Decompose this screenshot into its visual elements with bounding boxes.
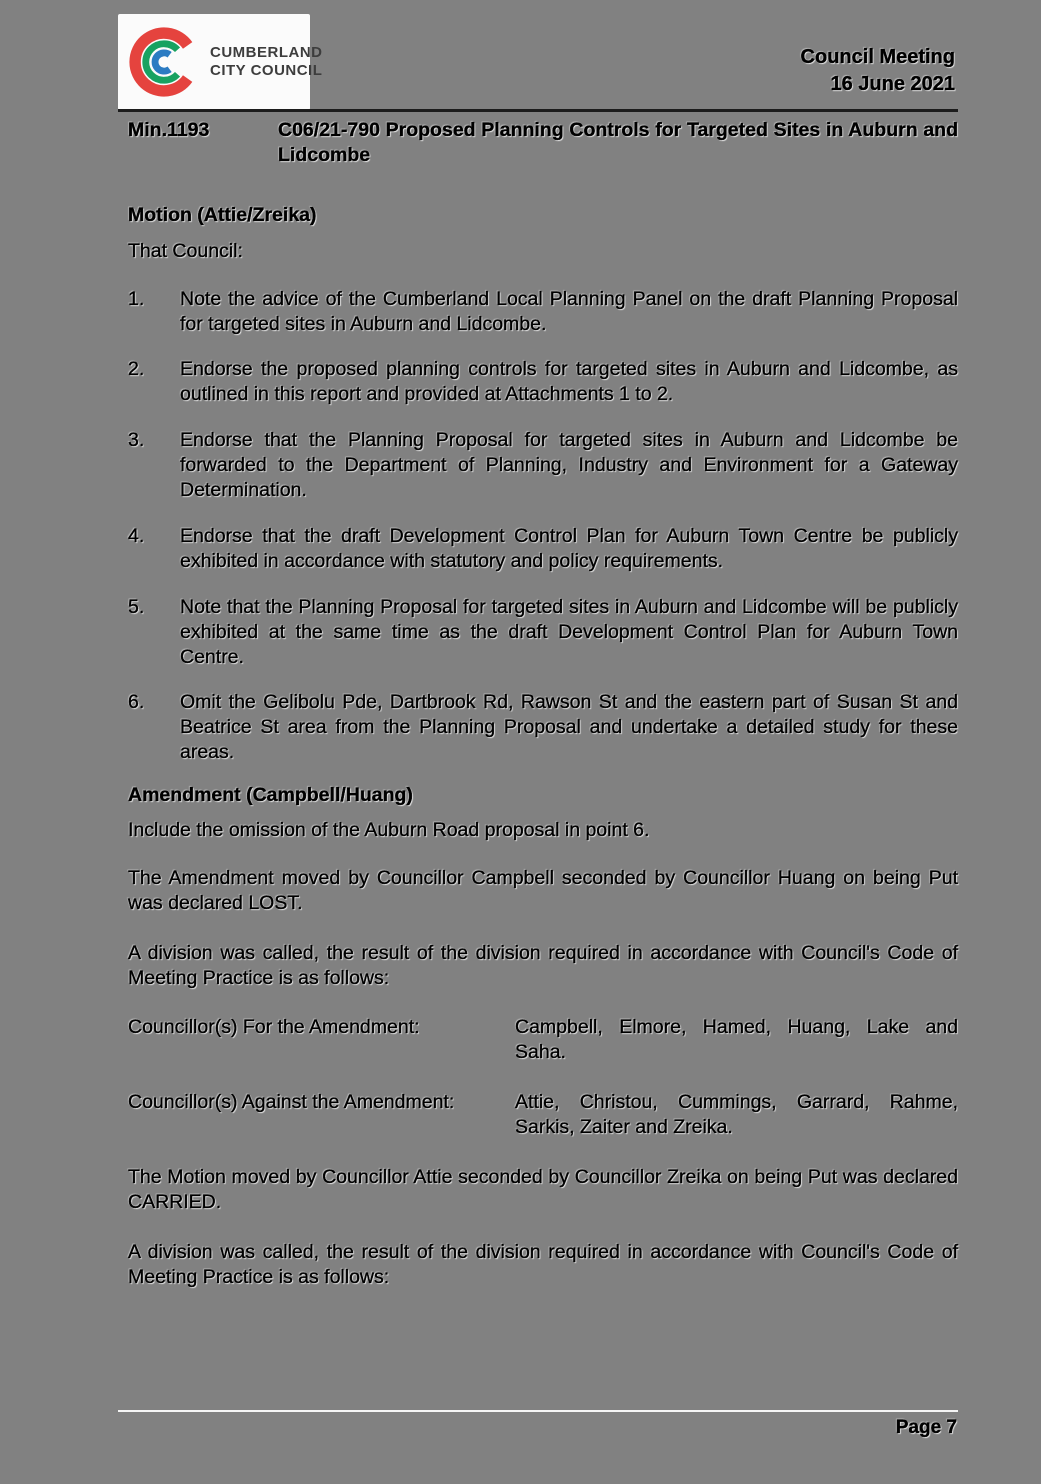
item-text: Note the advice of the Cumberland Local Planning Panel on the draft Planning Proposal for targeted sites in Auburn and Lidcombe.	[180, 288, 958, 335]
council-logo-wordmark	[210, 44, 323, 80]
motion-item-6	[128, 690, 958, 765]
division-against-names: Attie, Christou, Cummings, Garrard, Rahme, Sarkis, Zaiter and Zreika.	[515, 1091, 958, 1138]
minute-number: Min.1193	[128, 119, 210, 141]
cumberland-logo-icon	[126, 24, 202, 100]
motion-item-1	[128, 287, 958, 337]
minute-title: C06/21-790 Proposed Planning Controls for Targeted Sites in Auburn and Lidcombe	[278, 119, 958, 166]
motion-item-2	[128, 357, 958, 407]
meeting-date: 16 June 2021	[830, 73, 955, 95]
item-number: 4.	[128, 525, 145, 547]
division-against-label: Councillor(s) Against the Amendment:	[128, 1091, 455, 1113]
amendment-result: The Amendment moved by Councillor Campbell seconded by Councillor Huang on being Put was declared LOST.	[128, 867, 958, 914]
logo-line2: CITY COUNCIL	[210, 62, 323, 79]
footer-divider	[118, 1410, 958, 1412]
item-number: 5.	[128, 596, 145, 618]
motion-item-5	[128, 595, 958, 670]
motion-result: The Motion moved by Councillor Attie seconded by Councillor Zreika on being Put was declared CARRIED.	[128, 1166, 958, 1213]
item-text: Endorse that the Planning Proposal for targeted sites in Auburn and Lidcombe be forwarded to the Department of Planning, Industry and Environment for a Gateway Determination.	[180, 429, 958, 501]
document-body	[128, 118, 958, 1290]
division-for-label: Councillor(s) For the Amendment:	[128, 1016, 420, 1038]
division-for-names: Campbell, Elmore, Hamed, Huang, Lake and Saha.	[515, 1016, 958, 1063]
item-text: Note that the Planning Proposal for targeted sites in Auburn and Lidcombe will be publicly exhibited at the same time as the draft Development Control Plan for Auburn Town Centre.	[180, 596, 958, 668]
meeting-title: Council Meeting	[800, 46, 955, 68]
page-number: Page 7	[895, 1417, 957, 1438]
item-number: 6.	[128, 691, 145, 713]
amendment-description: Include the omission of the Auburn Road proposal in point 6.	[128, 819, 650, 841]
division-against-row	[128, 1090, 958, 1140]
minute-title-row	[128, 118, 958, 168]
motion-intro: That Council:	[128, 240, 243, 262]
amendment-heading: Amendment (Campbell/Huang)	[128, 784, 413, 806]
item-text: Endorse that the draft Development Control Plan for Auburn Town Centre be publicly exhibited in accordance with statutory and policy requirements.	[180, 525, 958, 572]
motion-item-4	[128, 524, 958, 574]
header-divider	[118, 109, 958, 112]
item-number: 2.	[128, 358, 145, 380]
council-logo	[118, 14, 323, 110]
logo-line1: CUMBERLAND	[210, 44, 323, 61]
item-number: 1.	[128, 288, 145, 310]
item-text: Omit the Gelibolu Pde, Dartbrook Rd, Rawson St and the eastern part of Susan St and Beatrice St area from the Planning Proposal and undertake a detailed study for these areas.	[180, 691, 958, 763]
amendment-division-intro: A division was called, the result of the division required in accordance with Council's Code of Meeting Practice is as follows:	[128, 942, 958, 989]
item-text: Endorse the proposed planning controls for targeted sites in Auburn and Lidcombe, as outlined in this report and provided at Attachments 1 to 2.	[180, 358, 958, 405]
item-number: 3.	[128, 429, 145, 451]
division-for-row	[128, 1015, 958, 1065]
motion-division-intro: A division was called, the result of the division required in accordance with Council's Code of Meeting Practice is as follows:	[128, 1241, 958, 1288]
motion-item-3	[128, 428, 958, 503]
meeting-info	[801, 44, 955, 98]
motion-heading: Motion (Attie/Zreika)	[128, 204, 317, 226]
